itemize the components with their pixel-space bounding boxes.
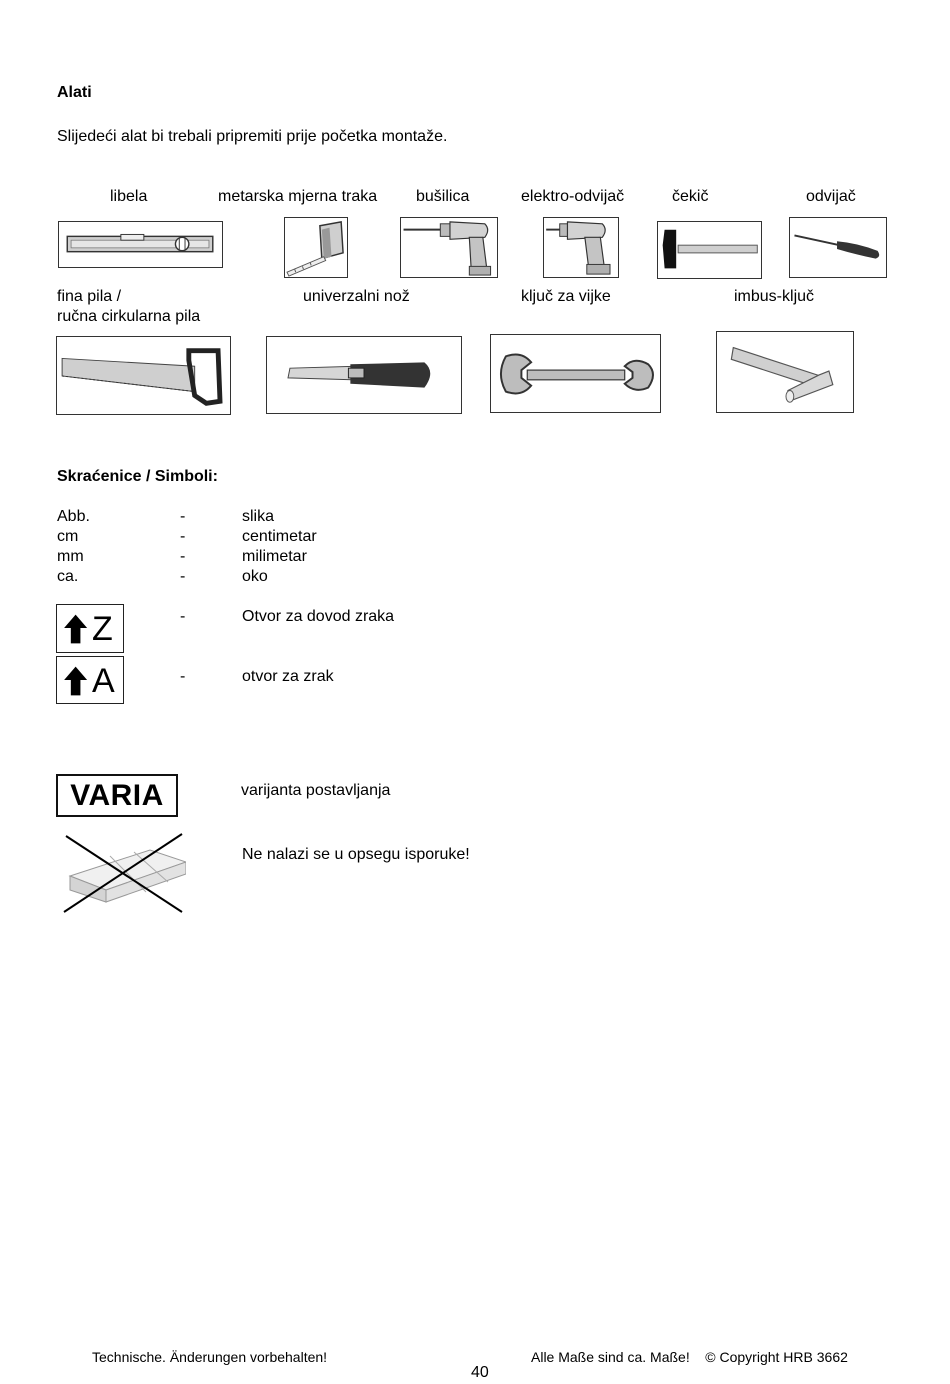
abbr-dash: - xyxy=(180,528,186,545)
screwdriver-icon xyxy=(789,217,887,278)
air-opening-symbol xyxy=(56,656,124,704)
tool-label-screwdriver: odvijač xyxy=(806,188,856,205)
symbol-a-text: otvor za zrak xyxy=(242,668,334,685)
intro-text: Slijedeći alat bi trebali pripremiti prije početka montaže. xyxy=(57,128,448,145)
symbol-a-dash: - xyxy=(180,668,186,685)
abbr-meaning: milimetar xyxy=(242,548,307,565)
abbr-meaning: centimetar xyxy=(242,528,317,545)
symbol-z-dash: - xyxy=(180,608,186,625)
abbr-dash: - xyxy=(180,548,186,565)
symbol-letter-a: A xyxy=(92,662,115,700)
abbr-dash: - xyxy=(180,568,186,585)
drill-icon xyxy=(400,217,498,278)
hand-saw-icon xyxy=(56,336,231,415)
tool-label-level: libela xyxy=(110,188,148,205)
tape-measure-icon xyxy=(284,217,348,278)
abbr-term: mm xyxy=(57,548,84,565)
symbol-z-text: Otvor za dovod zraka xyxy=(242,608,395,625)
varia-label: VARIA xyxy=(70,778,164,812)
footer-right: Alle Maße sind ca. Maße! © Copyright HRB 3662 xyxy=(531,1349,848,1365)
tool-label-knife: univerzalni nož xyxy=(303,288,410,305)
varia-badge xyxy=(56,774,178,817)
abbr-term: Abb. xyxy=(57,508,90,525)
page-number: 40 xyxy=(471,1364,489,1381)
abbr-term: ca. xyxy=(57,568,79,585)
spirit-level-icon xyxy=(58,221,223,268)
air-inlet-symbol xyxy=(56,604,124,653)
tool-label-saw-1: fina pila / xyxy=(57,288,122,305)
utility-knife-icon xyxy=(266,336,462,414)
hex-key-icon xyxy=(716,331,854,413)
tool-label-tape: metarska mjerna traka xyxy=(218,188,378,205)
footer-left: Technische. Änderungen vorbehalten! xyxy=(92,1349,328,1365)
tool-label-drill: bušilica xyxy=(416,188,470,205)
tool-label-hex-key: imbus-ključ xyxy=(734,288,815,305)
hammer-icon xyxy=(657,221,762,279)
abbr-term: cm xyxy=(57,528,79,545)
abbreviations-heading: Skraćenice / Simboli: xyxy=(57,468,218,485)
abbr-meaning: slika xyxy=(242,508,275,525)
varia-text: varijanta postavljanja xyxy=(241,782,391,799)
tool-label-wrench: ključ za vijke xyxy=(521,288,611,305)
page-heading: Alati xyxy=(57,84,92,101)
symbol-letter-z: Z xyxy=(92,610,113,648)
tool-label-hammer: čekič xyxy=(672,188,709,205)
electric-screwdriver-icon xyxy=(543,217,619,278)
not-included-text: Ne nalazi se u opsegu isporuke! xyxy=(242,846,470,863)
up-arrow-icon xyxy=(57,605,123,652)
wrench-icon xyxy=(490,334,661,413)
tool-label-electric-screwdriver: elektro-odvijač xyxy=(521,188,625,205)
abbr-meaning: oko xyxy=(242,568,268,585)
tool-label-saw-2: ručna cirkularna pila xyxy=(57,308,201,325)
abbr-dash: - xyxy=(180,508,186,525)
crossed-box-icon xyxy=(62,832,186,914)
